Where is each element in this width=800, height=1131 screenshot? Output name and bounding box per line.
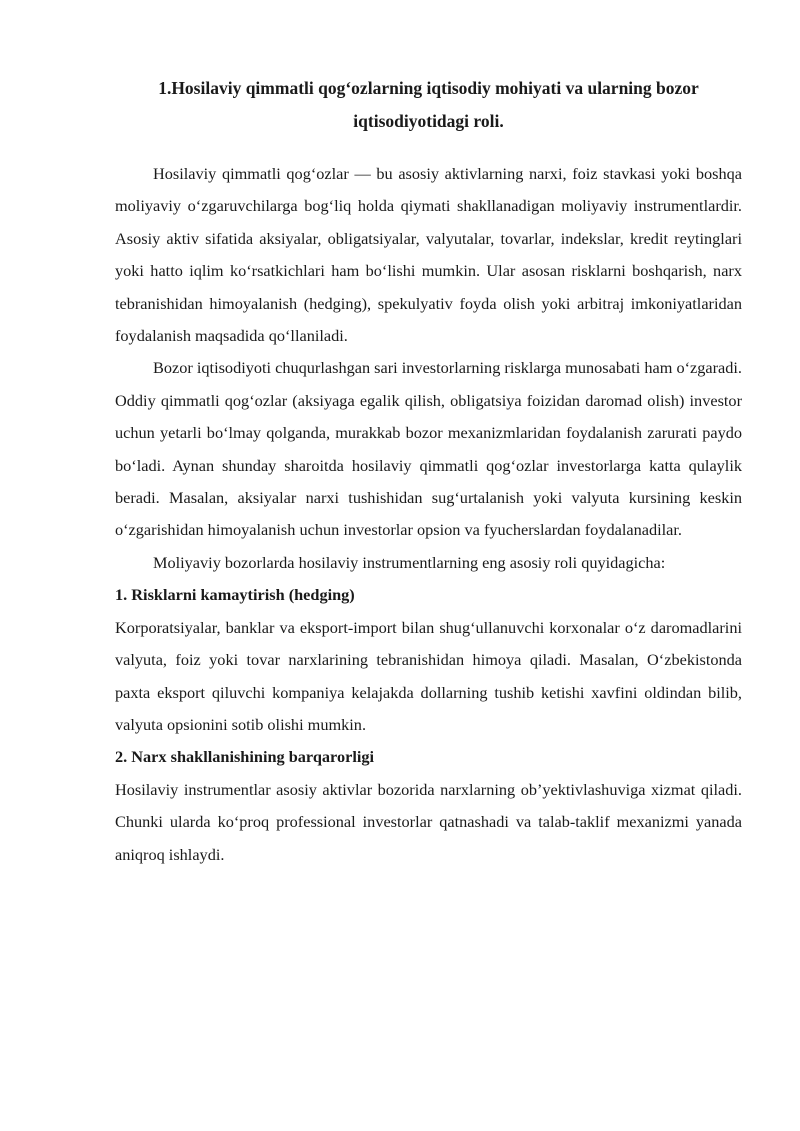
document-page	[115, 72, 742, 871]
section-heading-price-stability: 2. Narx shakllanishining barqarorligi	[115, 747, 375, 767]
section-heading-hedging: 1. Risklarni kamaytirish (hedging)	[115, 585, 355, 605]
document-title: 1.Hosilaviy qimmatli qog‘ozlarning iqtisodiy mohiyati va ularning bozor iqtisodiyotidagi roli.	[158, 78, 699, 131]
paragraph-definition: Hosilaviy qimmatli qog‘ozlar — bu asosiy aktivlarning narxi, foiz stavkasi yoki boshqa moliyaviy o‘zgaruvchilarga bog‘liq holda qiymati shakllanadigan moliyaviy instrumentlardir. Asosiy aktiv sifatida aksiyalar, obligatsiyalar, valyutalar, tovarlar, indekslar, kredit reytinglari yoki hatto iqlim ko‘rsatkichlari ham bo‘lishi mumkin. Ular asosan risklarni boshqarish, narx tebranishidan himoyalanish (hedging), spekulyativ foyda olish yoki arbitraj imkoniyatlaridan foydalanish maqsadida qo‘llaniladi.	[115, 164, 742, 346]
section-text-hedging: Korporatsiyalar, banklar va eksport-import bilan shug‘ullanuvchi korxonalar o‘z daromadlarini valyuta, foiz yoki tovar narxlarining tebranishidan himoya qiladi. Masalan, O‘zbekistonda paxta eksport qiluvchi kompaniya kelajakda dollarning tushib ketishi xavfini oldindan bilib, valyuta opsionini sotib olishi mumkin.	[115, 617, 742, 734]
section-text-price-stability: Hosilaviy instrumentlar asosiy aktivlar bozorida narxlarning ob’yektivlashuviga xizmat qiladi. Chunki ularda ko‘proq professional investorlar qatnashadi va talab-taklif mexanizmi yanada aniqroq ishlaydi.	[115, 779, 742, 864]
paragraph-roles-intro: Moliyaviy bozorlarda hosilaviy instrumentlarning eng asosiy roli quyidagicha:	[153, 552, 666, 572]
paragraph-market-economy: Bozor iqtisodiyoti chuqurlashgan sari investorlarning risklarga munosabati ham o‘zgaradi. Oddiy qimmatli qog‘ozlar (aksiyaga egalik qilish, obligatsiya foizidan daromad olish) investor uchun yetarli bo‘lmay qolganda, murakkab bozor mexanizmlaridan foydalanish zarurati paydo bo‘ladi. Aynan shunday sharoitda hosilaviy qimmatli qog‘ozlar investorlarga katta qulaylik beradi. Masalan, aksiyalar narxi tushishidan sug‘urtalanish yoki valyuta kursining keskin o‘zgarishidan himoyalanish uchun investorlar opsion va fyucherslardan foydalanadilar.	[115, 358, 742, 540]
